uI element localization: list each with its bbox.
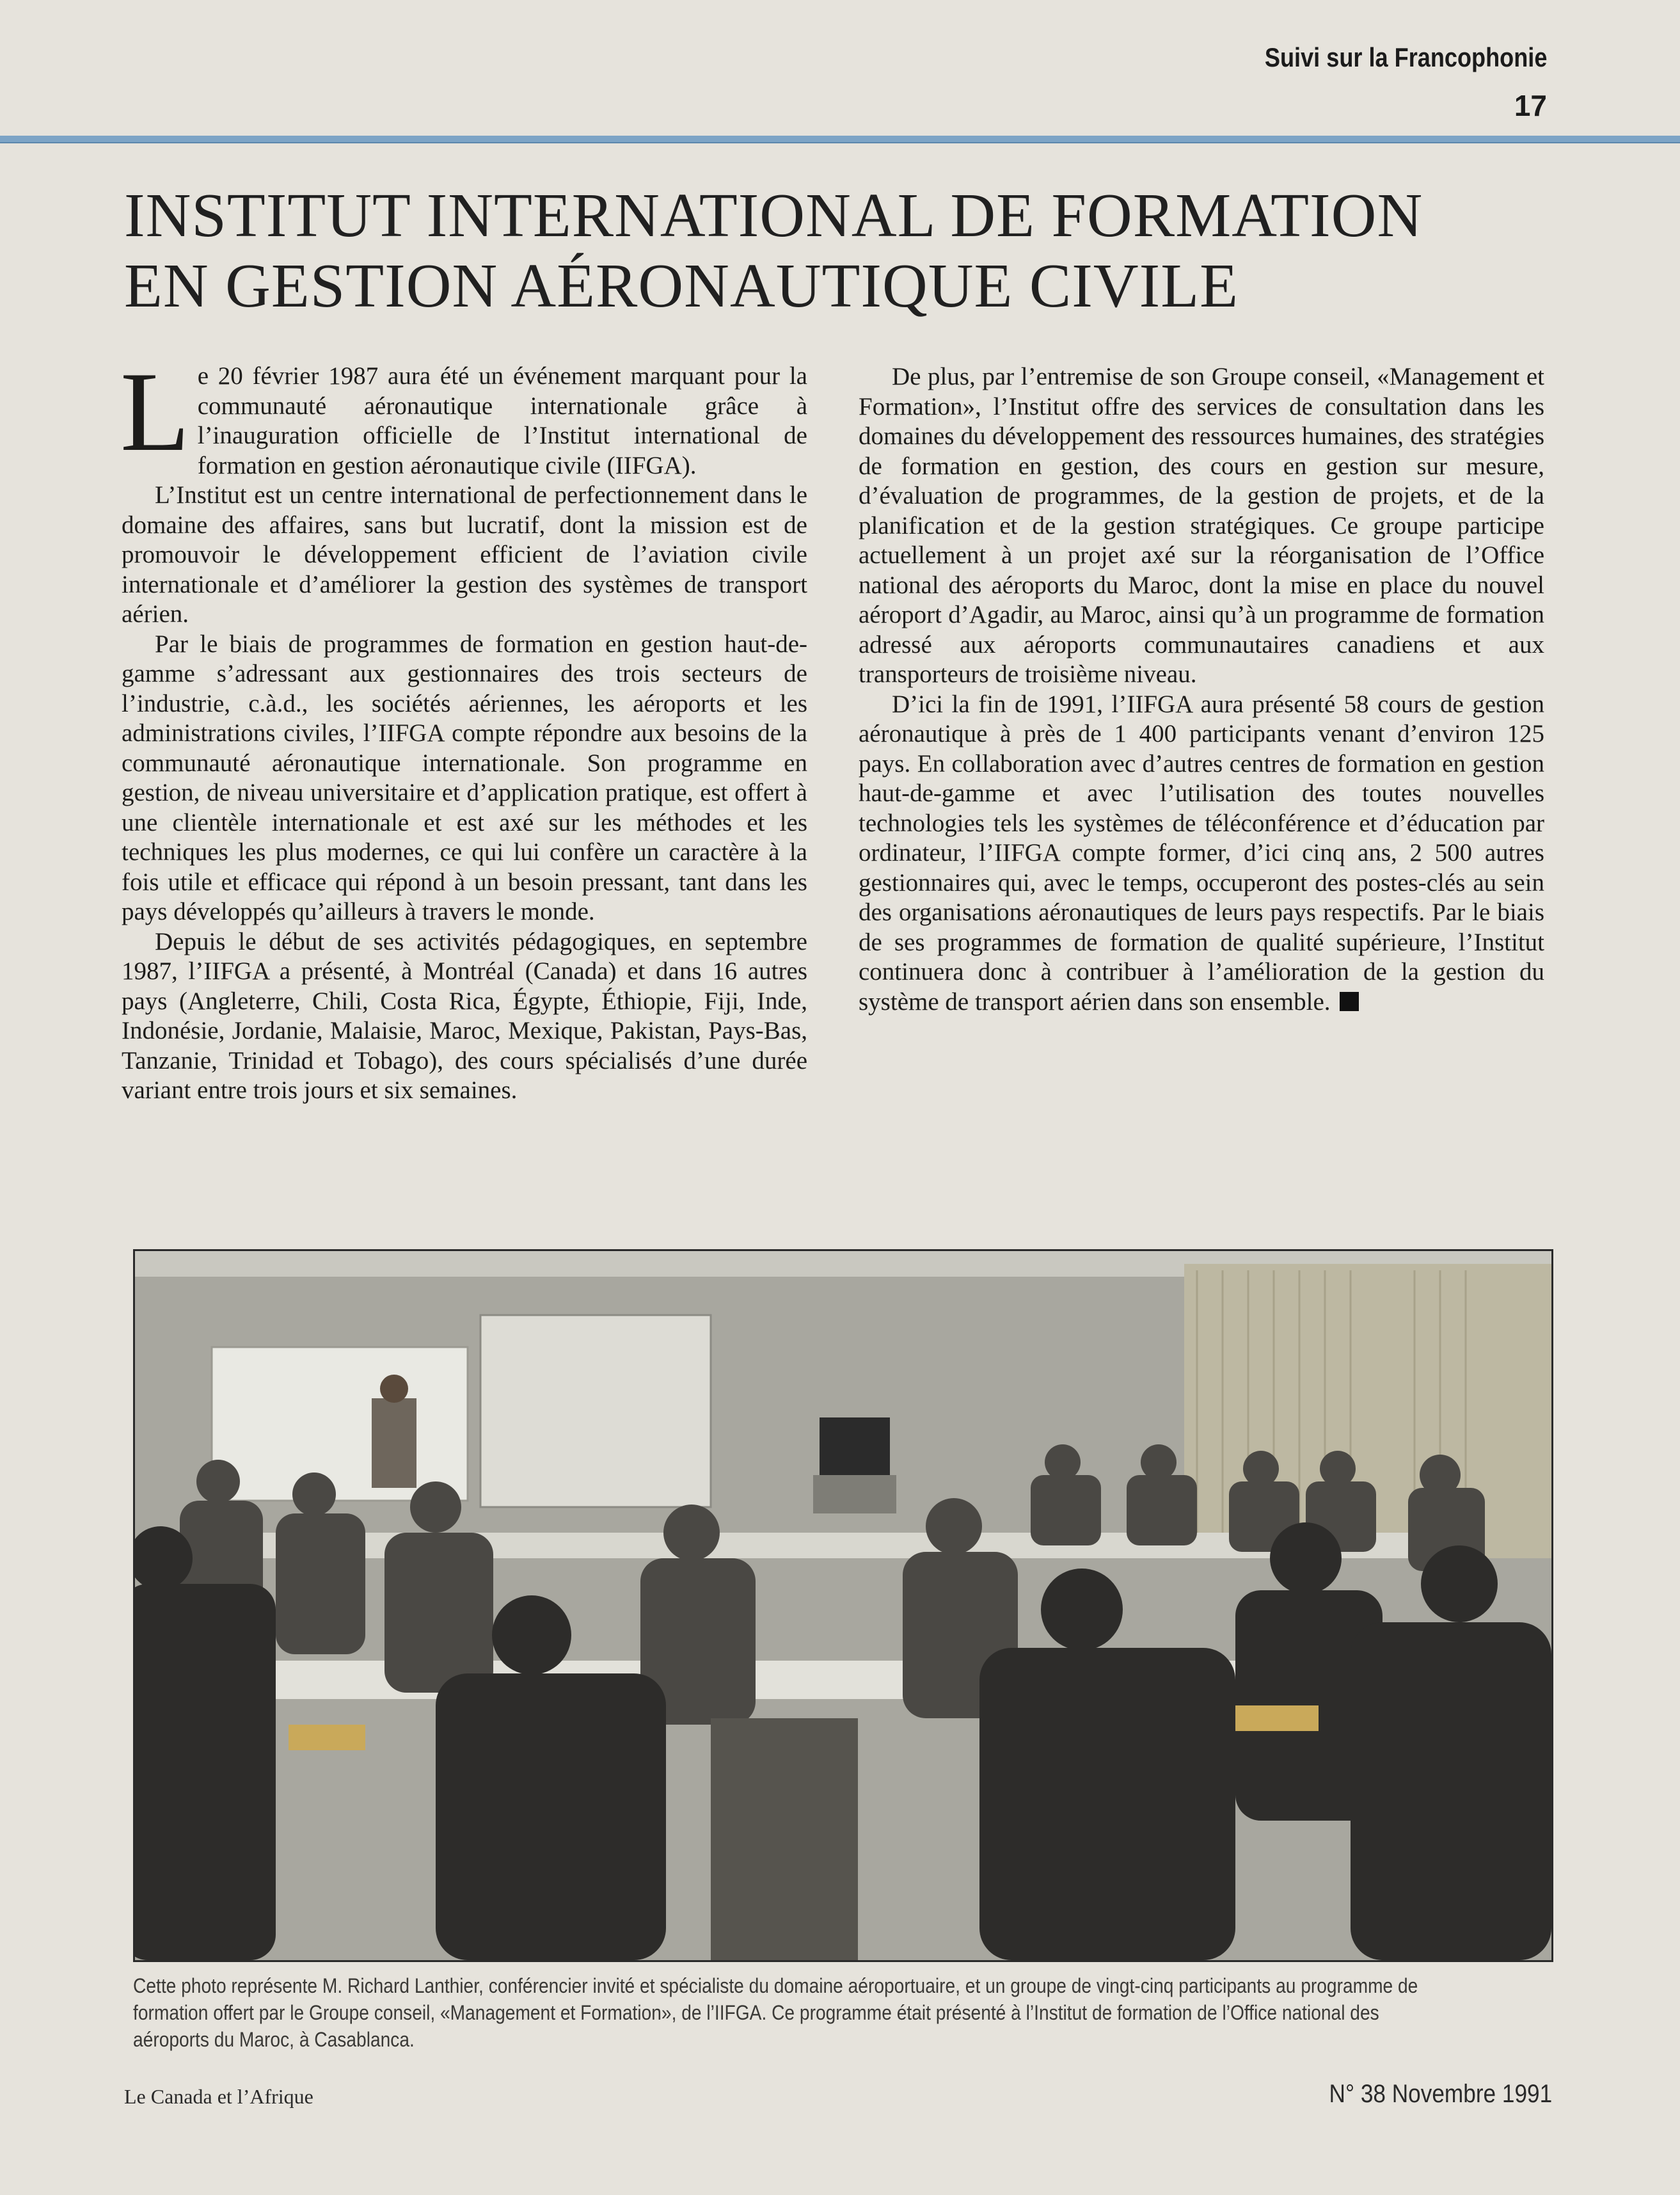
paragraph: De plus, par l’entremise de son Groupe conseil, «Management et Formation», l’Institut offre des services de consultation dans les domaines du développement des ressources humaines, des stratégies de formation en gestion, des cours en gestion sur mesure, d’évaluation de programmes, de la gestion de projets, et de la planification et de la gestion stratégiques. Ce groupe participe actuellement à un projet axé sur la réorganisation de l’Office national des aéroports du Maroc, dont la mise en place du nouvel aéroport d’Agadir, au Maroc, ainsi qu’à un programme de formation adressé aux aéroports communautaires canadiens et aux transporteurs de troisième niveau.	[859, 363, 1544, 688]
drop-cap: L	[120, 348, 190, 475]
classroom-photo	[133, 1249, 1553, 1962]
article-column-right	[859, 362, 1544, 1017]
title-line-2: EN GESTION AÉRONAUTIQUE CIVILE	[124, 251, 1239, 321]
paragraph	[120, 348, 807, 481]
paragraph	[859, 690, 1544, 1018]
end-of-article-mark-icon	[1340, 992, 1359, 1011]
paragraph: L’Institut est un centre international de perfectionnement dans le domaine des affaires, sans but lucratif, dont la mission est de promouvoir le développement efficient de l’aviation civile internationale et d’améliorer la gestion des systèmes de transport aérien.	[122, 481, 807, 628]
article-column-left	[120, 348, 807, 1106]
title-line-1: INSTITUT INTERNATIONAL DE FORMATION	[124, 181, 1423, 250]
paragraph-text: D’ici la fin de 1991, l’IIFGA aura présenté 58 cours de gestion aéronautique à près de 1 400 participants venant d’environ 125 pays. En collaboration avec d’autres centres de formation en gestion haut-de-gamme et avec l’utilisation des toutes nouvelles technologies tels les systèmes de téléconférence et d’éducation par ordinateur, l’IIFGA compte former, d’ici cinq ans, 2 500 autres gestionnaires qui, avec le temps, occuperont des postes-clés au sein des organisations aéronautiques de leurs pays respectifs. Par le biais de ses programmes de formation de qualité supérieure, l’Institut continuera donc à contribuer à l’amélioration de la gestion du système de transport aérien dans son ensemble.	[859, 690, 1544, 1016]
header-rule	[0, 136, 1680, 143]
article-title	[124, 180, 1596, 321]
page-number: 17	[1514, 89, 1547, 122]
footer-publication: Le Canada et l’Afrique	[124, 2085, 313, 2108]
running-header-section: Suivi sur la Francophonie	[1264, 42, 1547, 72]
paragraph-text: e 20 février 1987 aura été un événement marquant pour la communauté aéronautique internationale grâce à l’inauguration officielle de l’Institut international de formation en gestion aéronautique civile (IIFGA).	[197, 362, 807, 479]
paragraph: Par le biais de programmes de formation en gestion haut-de-gamme s’adressant aux gestionnaires des trois secteurs de l’industrie, c.à.d., les sociétés aériennes, les aéroports et les administrations civiles, l’IIFGA compte répondre aux besoins de la communauté aéronautique internationale. Son programme en gestion, de niveau universitaire et d’application pratique, est offert à une clientèle internationale et est axé sur les méthodes et les techniques les plus modernes, ce qui lui confère un caractère à la fois utile et efficace qui répond à un besoin pressant, tant dans les pays développés qu’ailleurs à travers le monde.	[122, 630, 807, 925]
paragraph: Depuis le début de ses activités pédagogiques, en septembre 1987, l’IIFGA a présenté, à Montréal (Canada) et dans 16 autres pays (Angleterre, Chili, Costa Rica, Égypte, Éthiopie, Fiji, Inde, Indonésie, Jordanie, Malaisie, Maroc, Mexique, Pakistan, Pays-Bas, Tanzanie, Trinidad et Tobago), des cours spécialisés d’une durée variant entre trois jours et six semaines.	[122, 927, 807, 1104]
footer-issue: N° 38 Novembre 1991	[1329, 2080, 1552, 2108]
photo-caption: Cette photo représente M. Richard Lanthier, conférencier invité et spécialiste du domaine aéroportuaire, et un groupe de vingt-cinq participants au programme de formation offert par le Groupe conseil, «Management et Formation», de l’IIFGA. Ce programme était présenté à l’Institut de formation de l’Office national des aéroports du Maroc, à Casablanca.	[133, 1974, 1418, 2051]
